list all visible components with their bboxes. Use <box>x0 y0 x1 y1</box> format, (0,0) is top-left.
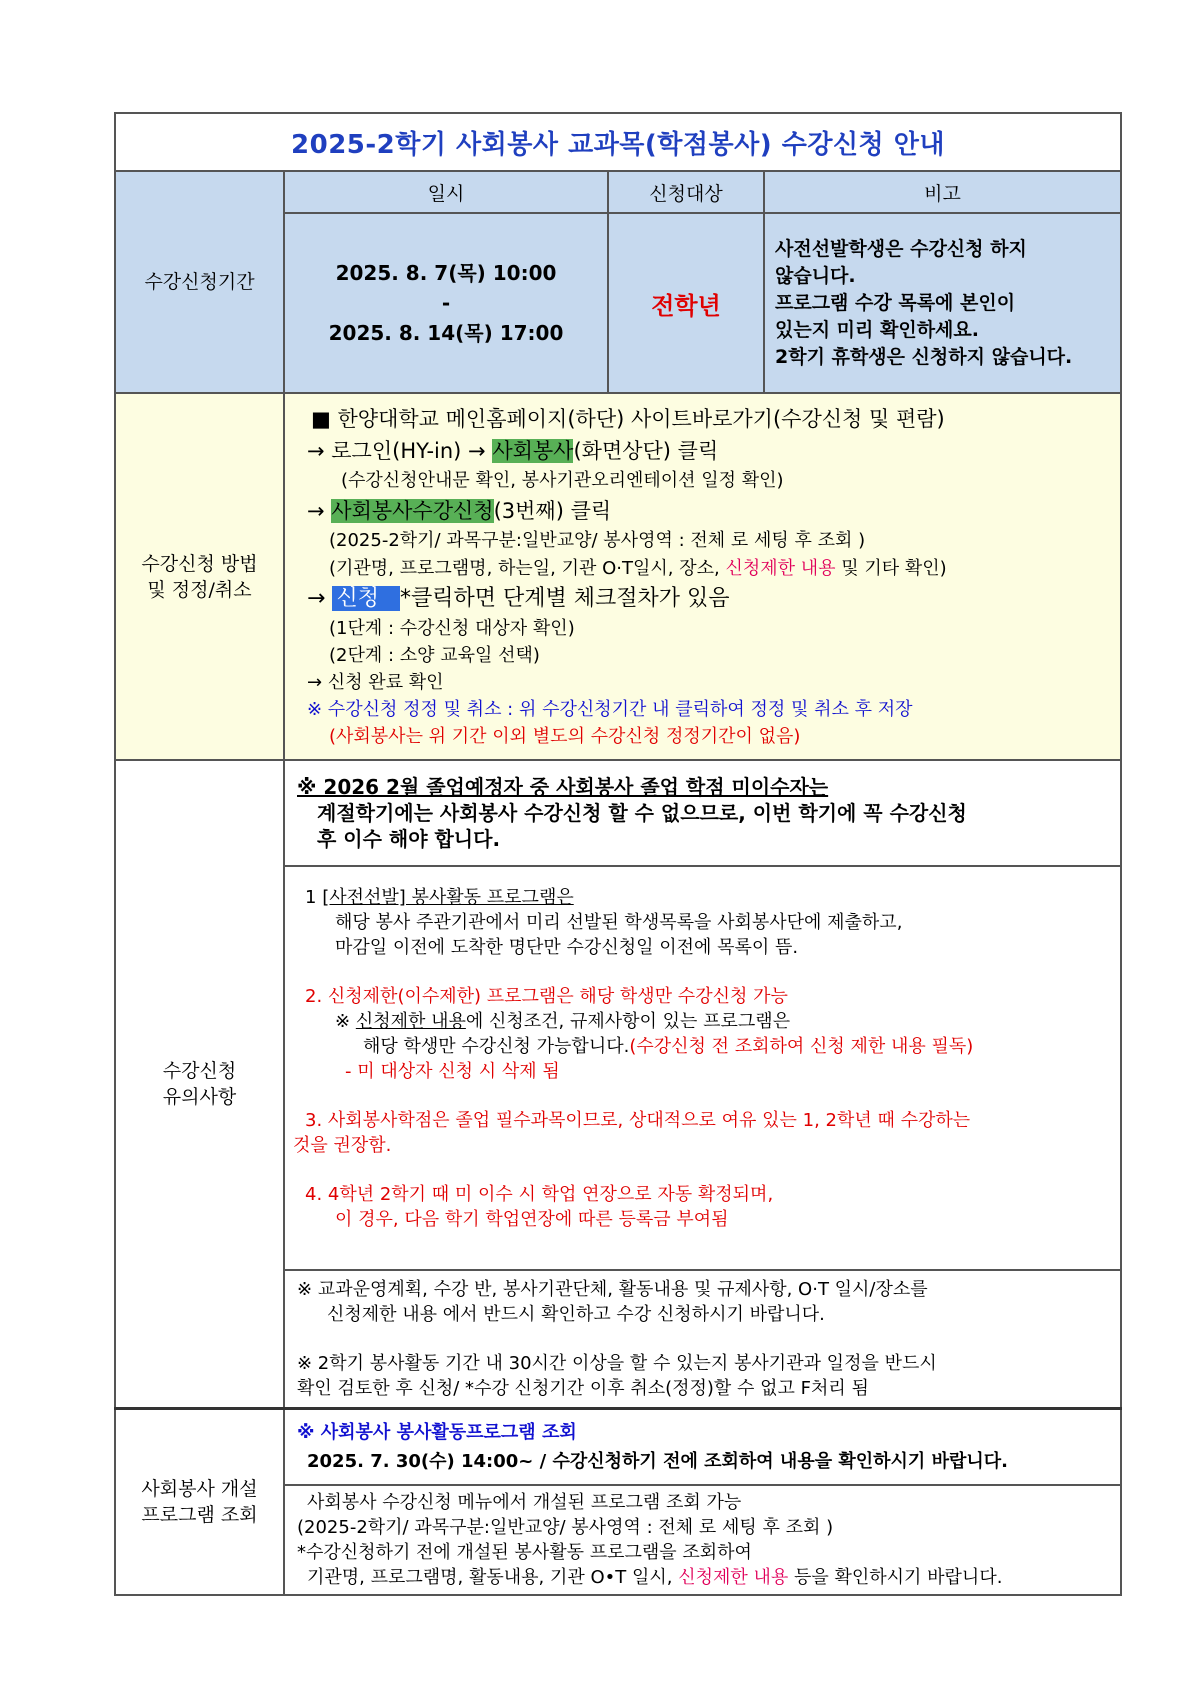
method-line-8: (1단계 : 수강신청 대상자 확인) <box>329 618 575 639</box>
method-text: (기관명, 프로그램명, 하는일, 기관 O·T일시, 장소, <box>329 558 726 579</box>
date-end: 2025. 8. 14(목) 17:00 <box>328 321 564 345</box>
caution-note: 신청제한 내용 에서 반드시 확인하고 수강 신청하시기 바랍니다. <box>327 1304 825 1325</box>
method-label-line: 수강신청 방법 <box>141 552 258 575</box>
method-text: (3번째) 클릭 <box>493 499 612 523</box>
period-date <box>284 213 608 393</box>
lookup-top <box>284 1409 1121 1486</box>
restriction-text: 신청제한 내용 <box>355 1011 466 1032</box>
method-content <box>284 393 1121 760</box>
caution-item-3: 3. 사회봉사학점은 졸업 필수과목이므로, 상대적으로 여유 있는 1, 2학년 때 수강하는 <box>305 1110 971 1131</box>
method-text: → <box>307 499 332 523</box>
caution-top-line: 계절학기에는 사회봉사 수강신청 할 수 없으므로, 이번 학기에 꼭 수강신청 <box>317 801 967 825</box>
social-service-menu: 사회봉사 <box>492 439 574 463</box>
date-separator: - <box>441 291 451 315</box>
method-line-10: → 신청 완료 확인 <box>307 672 444 693</box>
method-text: → 로그인(HY-in) → <box>307 439 493 463</box>
caution-text: 이 경우, 다음 학기 학업연장에 따른 등록금 부여됨 <box>335 1209 729 1230</box>
page-title: 2025-2학기 사회봉사 교과목(학점봉사) 수강신청 안내 <box>115 113 1121 171</box>
caution-top-line: 후 이수 해야 합니다. <box>317 827 501 851</box>
notice-table <box>114 112 1122 1596</box>
remark-line: 있는지 미리 확인하세요. <box>775 318 979 341</box>
method-line-1: ■ 한양대학교 메인홈페이지(하단) 사이트바로가기(수강신청 및 편람) <box>311 407 945 431</box>
lookup-text: *수강신청하기 전에 개설된 봉사활동 프로그램을 조회하여 <box>297 1542 752 1563</box>
caution-text <box>305 1034 1108 1059</box>
caution-notes <box>284 1270 1121 1409</box>
lookup-text-part: 등을 확인하시기 바랍니다. <box>788 1567 1003 1588</box>
period-label: 수강신청기간 <box>115 171 284 393</box>
remark-line: 프로그램 수강 목록에 본인이 <box>775 291 1016 314</box>
method-line-3: (수강신청안내문 확인, 봉사기관오리엔테이션 일정 확인) <box>341 470 784 491</box>
caution-text <box>305 1009 1108 1034</box>
caution-note: ※ 교과운영계획, 수강 반, 봉사기관단체, 활동내용 및 규제사항, O·T 일시/장소를 <box>297 1279 928 1300</box>
caution-text-part: ※ <box>335 1011 356 1032</box>
method-line-12: (사회봉사는 위 기간 이외 별도의 수강신청 정정기간이 없음) <box>329 726 801 747</box>
caution-text: 것을 권장함. <box>293 1135 392 1156</box>
header-target: 신청대상 <box>608 171 764 213</box>
notice-document <box>114 112 1120 1596</box>
caution-items <box>284 866 1121 1270</box>
period-remarks <box>764 213 1121 393</box>
lookup-label <box>115 1409 284 1596</box>
caution-text-part: 에 신청조건, 규제사항이 있는 프로그램은 <box>465 1011 791 1032</box>
item-number: 1 <box>305 887 323 908</box>
caution-label-line: 유의사항 <box>162 1086 237 1108</box>
lookup-date: 2025. 7. 30(수) 14:00~ / 수강신청하기 전에 조회하여 내용을 확인하시기 바랍니다. <box>307 1451 1008 1472</box>
method-text: (화면상단) 클릭 <box>573 439 719 463</box>
caution-label-line: 수강신청 <box>162 1060 237 1082</box>
method-line-4 <box>307 495 1112 527</box>
target-value: 전학년 <box>608 213 764 393</box>
caution-item-4: 4. 4학년 2학기 때 미 이수 시 학업 연장으로 자동 확정되며, <box>305 1184 774 1205</box>
caution-warning: - 미 대상자 신청 시 삭제 됨 <box>345 1061 560 1082</box>
method-text: *클릭하면 단계별 체크절차가 있음 <box>399 586 730 611</box>
caution-text: 해당 봉사 주관기관에서 미리 선발된 학생목록을 사회봉사단에 제출하고, <box>335 912 903 933</box>
caution-top <box>284 760 1121 866</box>
remark-line: 2학기 휴학생은 신청하지 않습니다. <box>775 345 1073 368</box>
method-line-6 <box>307 555 1112 583</box>
caution-item-2: 2. 신청제한(이수제한) 프로그램은 해당 학생만 수강신청 가능 <box>305 986 788 1007</box>
method-line-2 <box>307 435 1112 467</box>
remark-line: 사전선발학생은 수강신청 하지 <box>775 237 1027 260</box>
social-service-apply-menu: 사회봉사수강신청 <box>331 499 494 523</box>
lookup-body <box>284 1485 1121 1595</box>
caution-note: 확인 검토한 후 신청/ *수강 신청기간 이후 취소(정정)할 수 없고 F처리 됨 <box>297 1378 869 1399</box>
header-date: 일시 <box>284 171 608 213</box>
caution-top-text: ※ 2026 2월 졸업예정자 중 사회봉사 졸업 학점 미이수자는 <box>297 775 829 799</box>
restriction-text: 신청제한 내용 <box>678 1567 789 1588</box>
caution-item-1 <box>305 875 1108 910</box>
lookup-text: 사회봉사 수강신청 메뉴에서 개설된 프로그램 조회 가능 <box>307 1492 742 1513</box>
lookup-text-part: 기관명, 프로그램명, 활동내용, 기관 O•T 일시, <box>307 1567 679 1588</box>
item-title: [사전선발] 봉사활동 프로그램은 <box>322 887 574 908</box>
caution-label <box>115 760 284 1409</box>
method-label-line: 및 정정/취소 <box>147 578 252 601</box>
lookup-text: (2025-2학기/ 과목구분:일반교양/ 봉사영역 : 전체 로 세팅 후 조회 ) <box>297 1517 834 1538</box>
lookup-label-line: 프로그램 조회 <box>141 1504 258 1526</box>
date-start: 2025. 8. 7(목) 10:00 <box>335 261 557 285</box>
method-line-7 <box>307 583 1112 615</box>
method-line-9: (2단계 : 소양 교육일 선택) <box>329 645 540 666</box>
method-text: 및 기타 확인) <box>835 558 947 579</box>
remark-line: 않습니다. <box>775 264 856 287</box>
caution-top-line <box>297 774 1108 800</box>
restriction-text: 신청제한 내용 <box>725 558 836 579</box>
lookup-title: ※ 사회봉사 봉사활동프로그램 조회 <box>297 1422 577 1443</box>
lookup-text <box>297 1565 1108 1590</box>
apply-button-label: 신청 <box>332 586 400 611</box>
header-remarks: 비고 <box>764 171 1121 213</box>
caution-note: ※ 2학기 봉사활동 기간 내 30시간 이상을 할 수 있는지 봉사기관과 일정을 반드시 <box>297 1353 937 1374</box>
caution-text: 마감일 이전에 도착한 명단만 수강신청일 이전에 목록이 뜸. <box>335 937 799 958</box>
method-line-5: (2025-2학기/ 과목구분:일반교양/ 봉사영역 : 전체 로 세팅 후 조회 ) <box>329 530 866 551</box>
method-text: → <box>307 586 333 611</box>
method-line-11: ※ 수강신청 정정 및 취소 : 위 수강신청기간 내 클릭하여 정정 및 취소 후 저장 <box>307 699 913 720</box>
caution-warning: (수강신청 전 조회하여 신청 제한 내용 필독) <box>629 1036 974 1057</box>
method-label <box>115 393 284 760</box>
lookup-label-line: 사회봉사 개설 <box>141 1478 258 1500</box>
caution-text-part: 해당 학생만 수강신청 가능합니다. <box>363 1036 630 1057</box>
